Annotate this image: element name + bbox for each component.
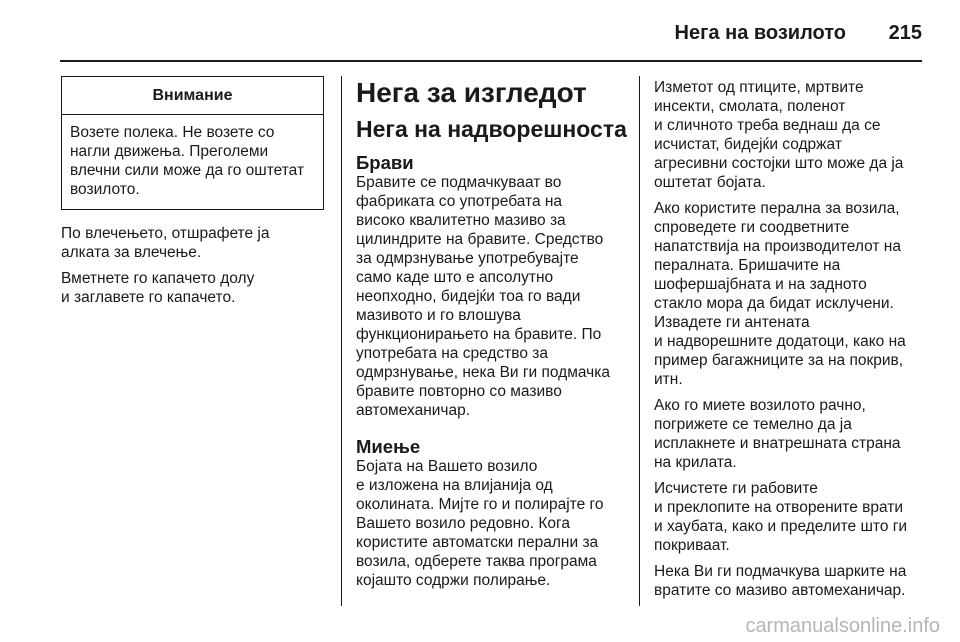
page-number: 215 [888,22,922,44]
paragraph: Бојата на Вашето возило е изложена на влијанија од околината. Мијте го и полирајте го Вашето возило редовно. Кога користите автоматски перални за возила, одберете таква програма којашто содржи полирање. [356,458,604,589]
subsection-heading: Миење [356,436,421,457]
paragraph: Нека Ви ги подмачкува шарките на вратите со мазиво автомеханичар. [654,563,907,599]
paragraph: Исчистете ги рабовите и преклопите на отворените врати и хаубата, како и пределите што ги покриваат. [654,480,908,554]
watermark: carmanualsonline.info [745,615,940,637]
section-title: Нега на надворешноста [356,116,627,142]
warning-box [61,76,324,210]
paragraph: Бравите се подмачкуваат во фабриката со употребата на високо квалитетно мазиво за цилиндрите на бравите. Средство за одмрзнување употребувајте само каде што е апсолутно неопходно, бидејќи тоа го вади мазивото и го влошува функционирањето на бравите. По употребата на средство за одмрзнување, нека Ви ги подмачка бравите повторно со мазиво автомеханичар. [356,174,610,419]
subsection-heading: Брави [356,152,414,173]
warning-text: Возете полека. Не возете со нагли движења. Преголеми влечни сили може да го оштетат возилото. [70,124,305,198]
running-title: Нега на возилото [674,22,846,44]
right-column [654,78,939,607]
warning-heading: Внимание [62,77,323,115]
column-divider [639,76,640,606]
paragraph: Ако го миете возилото рачно, погрижете се темелно да ја исплакнете и внатрешната страна на крилата. [654,397,901,471]
column-divider [341,76,342,606]
paragraph: Вметнете го капачето долу и заглавете го капачето. [61,270,255,306]
paragraph: Изметот од птиците, мртвите инсекти, смолата, поленот и сличното треба веднаш да се исчистат, бидејќи содржат агресивни состојки што може да ја оштетат бојата. [654,79,904,191]
left-column [61,78,326,314]
header-divider [60,60,922,62]
paragraph: Ако користите перална за возила, спроведете ги соодветните напатствија на производителот на пералната. Бришачите на шофершајбната и на задното стакло мора да бидат исклучени. Извадете ги антената и надворешните додатоци, како на пример багажниците за на покрив, итн. [654,200,906,388]
chapter-title: Нега за изгледот [356,77,587,108]
middle-column [356,78,634,597]
paragraph: По влечењето, отшрафете ја алката за влечење. [61,225,270,261]
